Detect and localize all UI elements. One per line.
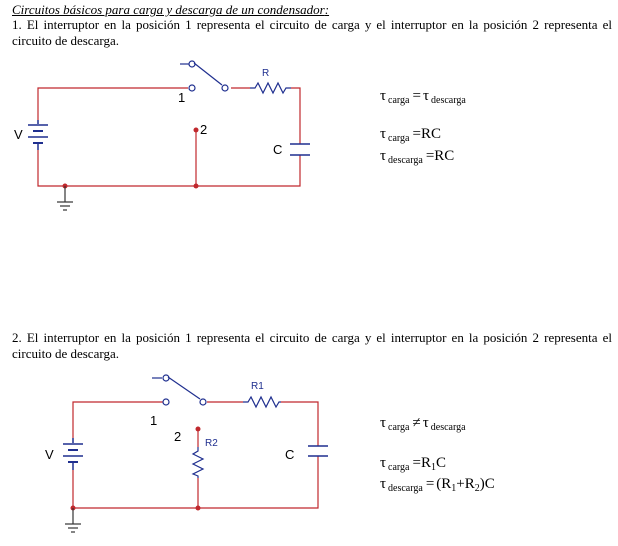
- circuit1-wires: [38, 88, 300, 186]
- circuit2-label-source: V: [45, 447, 54, 462]
- circuit1-label-resistor: R: [262, 68, 270, 79]
- circuit1-switch: [180, 61, 228, 91]
- circuit2-eq3: τdescarga = (R1+R2)C: [380, 476, 495, 494]
- circuit2-resistor-1: [243, 397, 281, 407]
- page-title: Circuitos básicos para carga y descarga de un condensador:: [12, 2, 330, 17]
- circuit2-label-resistor1: R1: [251, 381, 264, 392]
- circuit1-eq1: τcarga = τ descarga: [380, 88, 466, 106]
- circuit1-node-pos2: [194, 128, 199, 133]
- circuit1-label-source: V: [14, 127, 23, 142]
- circuit1-capacitor: [290, 144, 310, 155]
- circuit-1: [28, 61, 310, 210]
- section2-text: 2. El interruptor en la posición 1 representa el circuito de carga y el interruptor en la posición 2 representa el circuito de descarga.: [12, 330, 612, 361]
- circuit2-eq1: τcarga ≠ τ descarga: [380, 415, 466, 433]
- circuit2-label-resistor2: R2: [205, 438, 218, 449]
- circuit1-eq3: τdescarga =RC: [380, 148, 455, 166]
- circuit2-battery: [63, 438, 83, 470]
- circuit2-capacitor: [308, 446, 328, 456]
- circuit1-eq2: τcarga =RC: [380, 126, 441, 144]
- circuit2-label-pos1: 1: [150, 413, 158, 428]
- circuit1-label-pos1: 1: [178, 90, 186, 105]
- section1-text: 1. El interruptor en la posición 1 representa el circuito de carga y el interruptor en la posición 2 representa el circuito de descarga.: [12, 17, 612, 48]
- circuit1-label-pos2: 2: [200, 122, 208, 137]
- circuit2-eq2: τcarga =R1C: [380, 455, 446, 473]
- circuit2-node-bottom: [196, 506, 201, 511]
- circuit1-resistor: [250, 83, 291, 93]
- circuit2-label-capacitor: C: [285, 447, 295, 462]
- circuit1-label-capacitor: C: [273, 142, 283, 157]
- circuit2-node-pos2: [196, 427, 201, 432]
- circuit1-ground-icon: [57, 186, 73, 210]
- circuit2-ground-icon: [65, 508, 81, 532]
- circuit2-label-pos2: 2: [174, 429, 182, 444]
- circuit2-switch: [152, 375, 206, 405]
- circuit1-battery: [28, 120, 48, 150]
- circuit2-resistor-2: [193, 447, 203, 478]
- circuit1-node-bottom: [194, 184, 199, 189]
